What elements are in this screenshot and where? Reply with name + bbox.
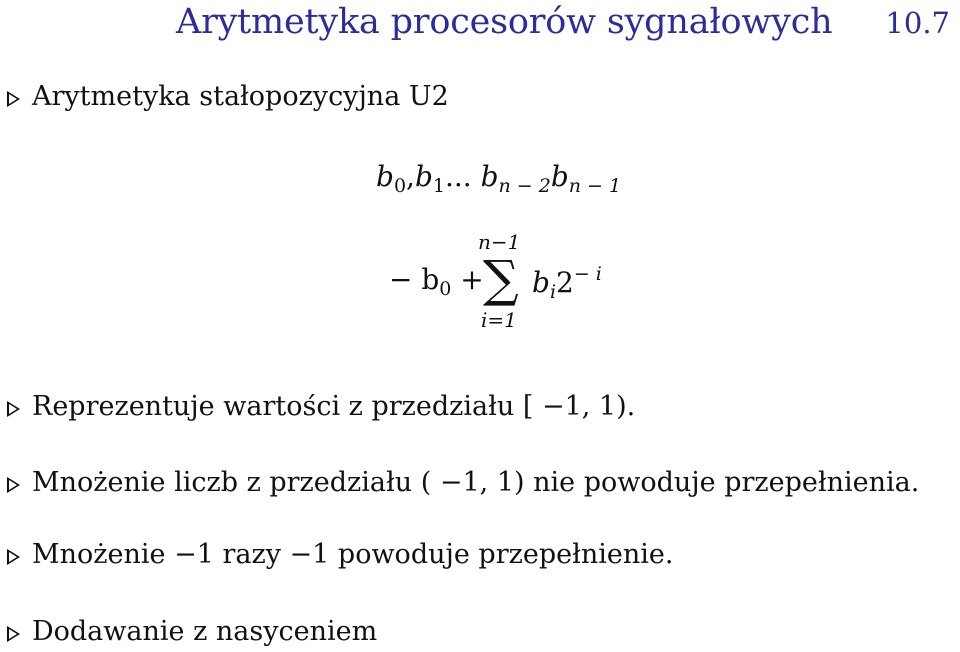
math-subscript: 0 <box>393 175 407 197</box>
math-symbol: − b <box>389 263 440 296</box>
math-subscript: n − 2 <box>498 175 551 197</box>
math-subscript: 1 <box>432 175 445 197</box>
math-symbol: b <box>550 160 569 193</box>
math-symbol: b <box>376 160 394 193</box>
math-symbol: 2 <box>556 266 574 299</box>
formula-value-left <box>389 263 484 300</box>
list-item: Reprezentuje wartości z przedziału [ −1, 1). <box>32 391 636 422</box>
list-item: Arytmetyka stałopozycyjna U2 <box>32 81 449 112</box>
triangle-bullet-icon <box>7 91 20 107</box>
triangle-bullet-icon <box>7 401 20 417</box>
math-symbol: b <box>532 266 550 299</box>
formula-value-summand <box>532 263 602 303</box>
math-symbol: ... <box>444 160 472 193</box>
math-subscript: i <box>549 281 557 303</box>
list-item: Mnożenie liczb z przedziału ( −1, 1) nie powoduje przepełnienia. <box>32 467 920 498</box>
sum-lower-limit: i=1 <box>481 308 517 332</box>
formula-bit-sequence <box>376 160 621 197</box>
page-title: Arytmetyka procesorów sygnałowych <box>176 2 833 42</box>
math-symbol: b <box>480 160 499 193</box>
math-subscript: 0 <box>439 278 452 300</box>
list-item: Mnożenie −1 razy −1 powoduje przepełnienie. <box>32 539 674 570</box>
math-symbol: b <box>414 160 433 193</box>
list-item: Dodawanie z nasyceniem <box>32 616 378 647</box>
math-superscript: − i <box>573 263 602 285</box>
math-symbol: + <box>460 263 484 296</box>
math-subscript: n − 1 <box>568 175 622 197</box>
sum-upper-limit: n−1 <box>478 230 521 254</box>
page-number: 10.7 <box>885 6 950 40</box>
triangle-bullet-icon <box>7 549 20 565</box>
triangle-bullet-icon <box>7 477 20 493</box>
math-symbol: , <box>406 160 415 193</box>
triangle-bullet-icon <box>7 626 20 642</box>
sum-sigma-icon: ∑ <box>483 250 519 308</box>
